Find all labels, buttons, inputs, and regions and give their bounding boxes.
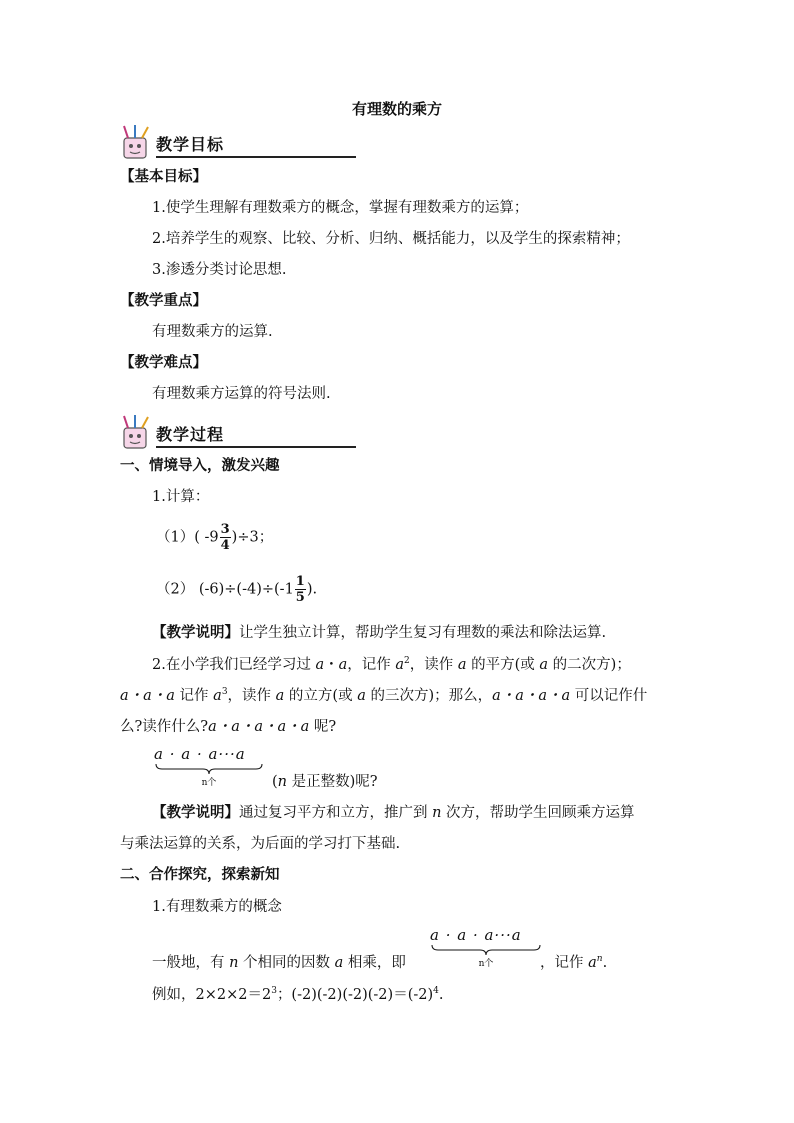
example-line: 例如，$2\times 2\times 2=2^3$；$(-2)(-2)(-2)(-2)=(-2)^4$. <box>152 986 444 1003</box>
general-definition-notation: ，记作 $a^n$. <box>540 954 608 971</box>
banner-underline <box>156 446 356 448</box>
basic-goal-heading: 【基本目标】 <box>120 169 207 185</box>
paragraph-2-line-2: a・a・a 记作 $a^3$，读作 a 的立方(或 a 的三次方)；那么，a・a・a・a 可以记作什 <box>120 687 648 704</box>
basic-goal-item-1: 1.使学生理解有理数乘方的概念，掌握有理数乘方的运算； <box>152 200 529 216</box>
banner-label: 教学过程 <box>156 425 225 444</box>
teaching-note-2-line-1: 【教学说明】通过复习平方和立方，推广到 n 次方，帮助学生回顾乘方运算 <box>152 805 635 821</box>
basic-goal-item-2: 2.培养学生的观察、比较、分析、归纳、概括能力，以及学生的探索精神； <box>152 231 630 247</box>
key-point-text: 有理数乘方的运算. <box>152 324 273 340</box>
section1-heading: 一、情境导入，激发兴趣 <box>120 458 280 474</box>
underbrace-icon <box>154 763 264 775</box>
concept-subheading: 1.有理数乘方的概念 <box>152 899 282 915</box>
brace-suffix-1: (n 是正整数)呢? <box>272 774 378 790</box>
section-banner-process <box>118 414 243 450</box>
teaching-note-2-line-2: 与乘法运算的关系，为后面的学习打下基础. <box>120 836 401 852</box>
underbrace-expression-1 <box>154 745 264 788</box>
difficult-point-heading: 【教学难点】 <box>120 355 207 371</box>
brace-expression: a · a · a···a <box>154 745 246 763</box>
pencil-cup-icon <box>118 414 154 450</box>
paragraph-2-line-1: 2.在小学我们已经学习过 a・a，记作 $a^2$，读作 a 的平方(或 a 的二次方)； <box>152 656 631 673</box>
exercise-2: （2） (-6)÷(-4)÷(-1 $\frac{1}{5}$ ). <box>156 574 318 605</box>
section-banner-goals <box>118 124 243 160</box>
paragraph-2-line-3: 么?读作什么?a・a・a・a・a 呢? <box>120 719 337 735</box>
page-title: 有理数的乘方 <box>351 100 442 118</box>
exercise-1: （1）( -9 $\frac{3}{4}$ )÷3； <box>156 522 274 553</box>
basic-goal-item-3: 3.渗透分类讨论思想. <box>152 262 287 278</box>
difficult-point-text: 有理数乘方运算的符号法则. <box>152 386 331 402</box>
brace-label: n个 <box>478 959 494 969</box>
key-point-heading: 【教学重点】 <box>120 293 207 309</box>
brace-label: n个 <box>201 778 217 788</box>
banner-label: 教学目标 <box>156 135 225 154</box>
section2-heading: 二、合作探究，探索新知 <box>120 867 280 883</box>
pencil-cup-icon <box>118 124 154 160</box>
fraction-1-5: $\frac{1}{5}$ <box>295 574 305 605</box>
general-definition: 一般地，有 n 个相同的因数 a 相乘，即 <box>152 955 406 971</box>
teaching-note-1: 【教学说明】让学生独立计算，帮助学生复习有理数的乘法和除法运算. <box>152 625 607 641</box>
banner-underline <box>156 156 356 158</box>
calc-label: 1.计算： <box>152 489 210 505</box>
underbrace-expression-2 <box>430 926 542 969</box>
brace-expression: a · a · a···a <box>430 926 522 944</box>
fraction-3-4: $\frac{3}{4}$ <box>220 522 230 553</box>
underbrace-icon <box>430 944 542 956</box>
